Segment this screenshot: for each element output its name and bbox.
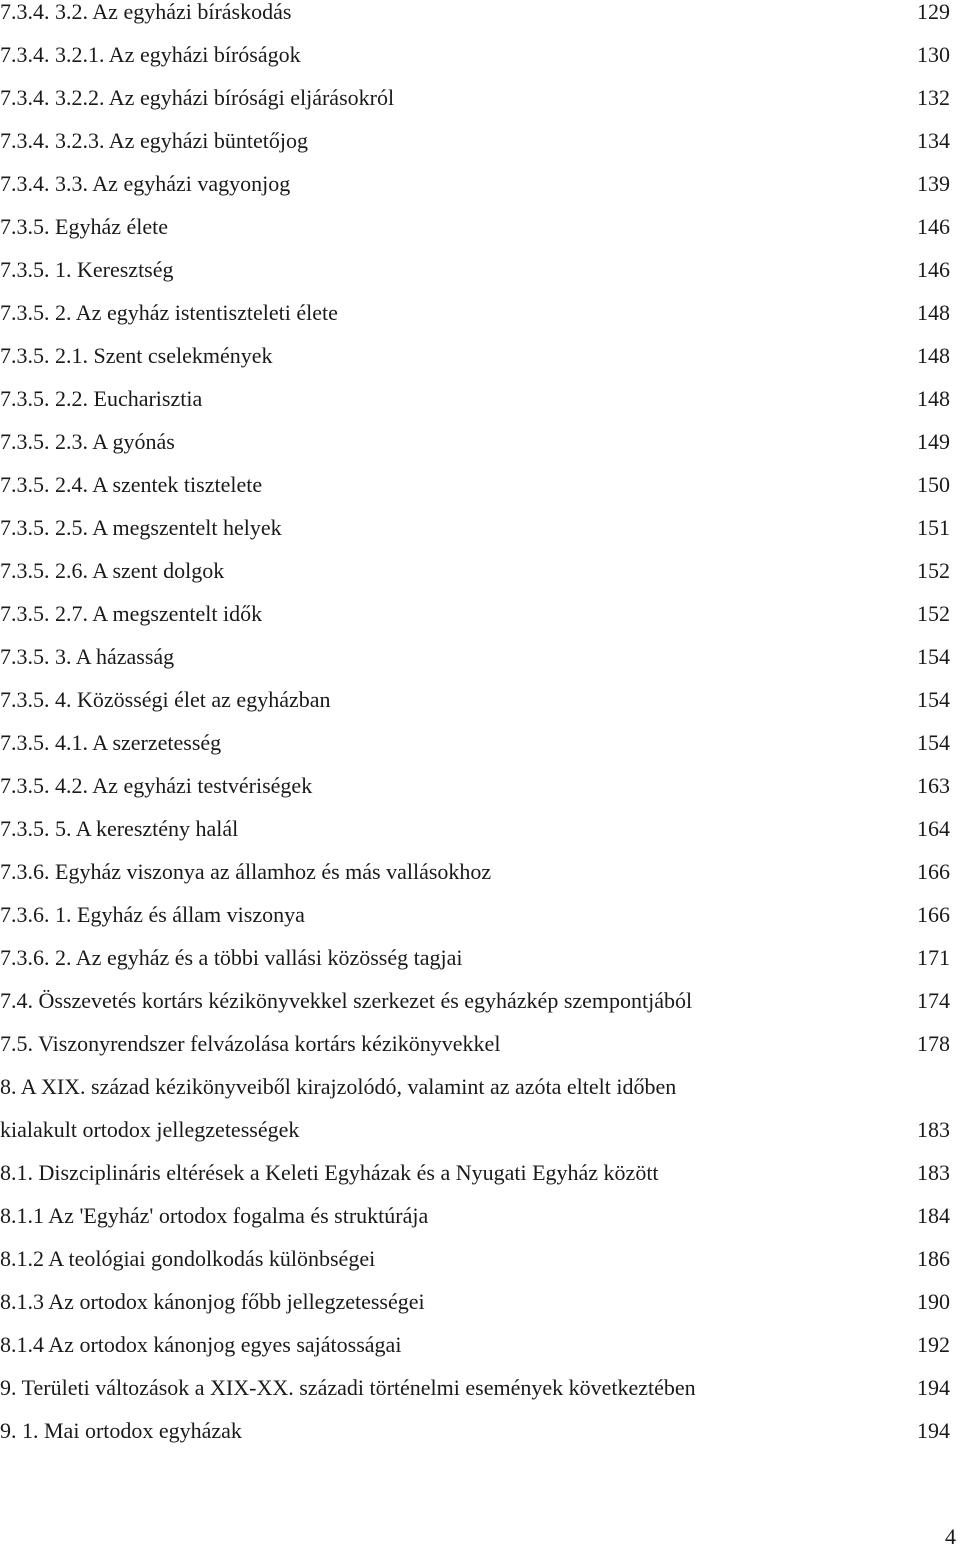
toc-entry (0, 0, 950, 43)
toc-entry-title: 7.3.4. 3.2. Az egyházi bíráskodás (0, 0, 292, 24)
toc-entry (0, 1290, 950, 1333)
toc-entry (0, 774, 950, 817)
toc-entry-title: 7.3.5. 2.2. Eucharisztia (0, 386, 203, 411)
toc-entry-page: 151 (917, 515, 950, 540)
toc-entry-title: 7.3.5. 3. A házasság (0, 644, 175, 669)
toc-entry-title: 7.4. Összevetés kortárs kézikönyvekkel szerkezet és egyházkép szempontjából (0, 988, 693, 1013)
toc-entry-title: 7.3.5. 2.1. Szent cselekmények (0, 343, 273, 368)
toc-entry-title: 7.3.5. 5. A keresztény halál (0, 816, 239, 841)
toc-entry-page: 178 (917, 1031, 950, 1056)
toc-entry (0, 989, 950, 1032)
toc-entry (0, 258, 950, 301)
toc-entry (0, 903, 950, 946)
toc-entry-title: 8.1. Diszciplináris eltérések a Keleti Egyházak és a Nyugati Egyház között (0, 1160, 659, 1185)
toc-entry (0, 559, 950, 602)
toc-entry (0, 1118, 950, 1161)
toc-entry-page: 146 (917, 257, 950, 282)
toc-entry-title: 7.3.4. 3.2.2. Az egyházi bírósági eljárásokról (0, 85, 395, 110)
toc-entry-page: 148 (917, 343, 950, 368)
toc-entry-title: 7.5. Viszonyrendszer felvázolása kortárs kézikönyvekkel (0, 1031, 501, 1056)
toc-entry (0, 1032, 950, 1075)
toc-entry-title: 7.3.5. 2. Az egyház istentiszteleti élete (0, 300, 338, 325)
toc-entry-title: 8.1.4 Az ortodox kánonjog egyes sajátosságai (0, 1332, 402, 1357)
toc-entry-page: 184 (917, 1203, 950, 1228)
toc-entry (0, 1204, 950, 1247)
toc-entry-title: 7.3.5. 2.3. A gyónás (0, 429, 175, 454)
toc-entry (0, 1333, 950, 1376)
page-number: 4 (945, 1524, 956, 1549)
toc-entry-page: 132 (917, 85, 950, 110)
toc-entry-title: 8.1.3 Az ortodox kánonjog főbb jellegzetességei (0, 1289, 425, 1314)
toc-entry (0, 688, 950, 731)
toc-entry (0, 731, 950, 774)
toc-entry-title: 7.3.5. 1. Keresztség (0, 257, 174, 282)
toc-entry (0, 1247, 950, 1290)
toc-entry (0, 301, 950, 344)
toc-entry (0, 172, 950, 215)
toc-entry-page: 174 (917, 988, 950, 1013)
toc-entry-title: 7.3.6. 1. Egyház és állam viszonya (0, 902, 305, 927)
toc-entry (0, 387, 950, 430)
toc-entry (0, 215, 950, 258)
toc-entry (0, 430, 950, 473)
toc-entry-title: 7.3.5. 2.6. A szent dolgok (0, 558, 225, 583)
toc-entry-page: 171 (917, 945, 950, 970)
toc-entry-page: 149 (917, 429, 950, 454)
toc-entry (0, 129, 950, 172)
toc-entry (0, 1419, 950, 1462)
toc-entry (0, 860, 950, 903)
toc-entry-page: 154 (917, 644, 950, 669)
toc-entry-page: 154 (917, 730, 950, 755)
toc-entry-title: 7.3.5. 4. Közösségi élet az egyházban (0, 687, 331, 712)
toc-entry-page: 186 (917, 1246, 950, 1271)
toc-entry-title: 7.3.5. 4.2. Az egyházi testvériségek (0, 773, 313, 798)
toc-entry (0, 645, 950, 688)
toc-entry-title: 7.3.6. 2. Az egyház és a többi vallási közösség tagjai (0, 945, 463, 970)
toc-entry (0, 516, 950, 559)
toc-entry-title: 7.3.5. 2.4. A szentek tisztelete (0, 472, 263, 497)
toc-entry-page: 130 (917, 42, 950, 67)
toc-entry-title: kialakult ortodox jellegzetességek (0, 1117, 300, 1142)
toc-entry-page: 166 (917, 859, 950, 884)
toc-entry-page: 190 (917, 1289, 950, 1314)
toc-entry-page: 164 (917, 816, 950, 841)
toc-entry-page: 146 (917, 214, 950, 239)
toc-entry-page: 194 (917, 1418, 950, 1443)
toc-entry-page: 139 (917, 171, 950, 196)
toc-entry-title: 9. 1. Mai ortodox egyházak (0, 1418, 242, 1443)
toc-entry-page: 152 (917, 601, 950, 626)
toc-entry (0, 946, 950, 989)
toc-entry-page: 134 (917, 128, 950, 153)
toc-entry-page: 194 (917, 1375, 950, 1400)
toc-entry (0, 817, 950, 860)
toc-entry-page: 192 (917, 1332, 950, 1357)
toc-entry-title: 9. Területi változások a XIX-XX. századi történelmi események következtében (0, 1375, 696, 1400)
toc-entry-title: 7.3.6. Egyház viszonya az államhoz és más vallásokhoz (0, 859, 492, 884)
toc-entry-page: 152 (917, 558, 950, 583)
toc-entry-page: 166 (917, 902, 950, 927)
toc-entry-page: 183 (917, 1160, 950, 1185)
toc-entry-title: 7.3.5. Egyház élete (0, 214, 168, 239)
toc-entry (0, 1161, 950, 1204)
toc-entry (0, 344, 950, 387)
toc-entry-title: 8.1.1 Az 'Egyház' ortodox fogalma és struktúrája (0, 1203, 429, 1228)
toc-entry (0, 602, 950, 645)
toc-entry-page: 154 (917, 687, 950, 712)
toc-entry (0, 86, 950, 129)
toc-entry-page: 148 (917, 386, 950, 411)
toc-entry-title: 7.3.5. 2.5. A megszentelt helyek (0, 515, 282, 540)
toc-entry-title: 8.1.2 A teológiai gondolkodás különbségei (0, 1246, 376, 1271)
toc-entry-title: 7.3.5. 2.7. A megszentelt idők (0, 601, 263, 626)
toc-entry (0, 43, 950, 86)
toc-entry-page: 150 (917, 472, 950, 497)
toc-entry-page: 129 (917, 0, 950, 24)
toc-entry-title: 7.3.5. 4.1. A szerzetesség (0, 730, 222, 755)
toc-entry-page: 163 (917, 773, 950, 798)
toc-entry-title: 7.3.4. 3.2.1. Az egyházi bíróságok (0, 42, 301, 67)
toc-entry-page: 148 (917, 300, 950, 325)
toc-entry-title: 7.3.4. 3.2.3. Az egyházi büntetőjog (0, 128, 308, 153)
toc-entry-page: 183 (917, 1117, 950, 1142)
toc-entry (0, 473, 950, 516)
toc-entry-title: 8. A XIX. század kézikönyveiből kirajzolódó, valamint az azóta eltelt időben (0, 1074, 677, 1099)
toc-entry (0, 1376, 950, 1419)
toc-entry (0, 1075, 950, 1118)
toc-entry-title: 7.3.4. 3.3. Az egyházi vagyonjog (0, 171, 291, 196)
